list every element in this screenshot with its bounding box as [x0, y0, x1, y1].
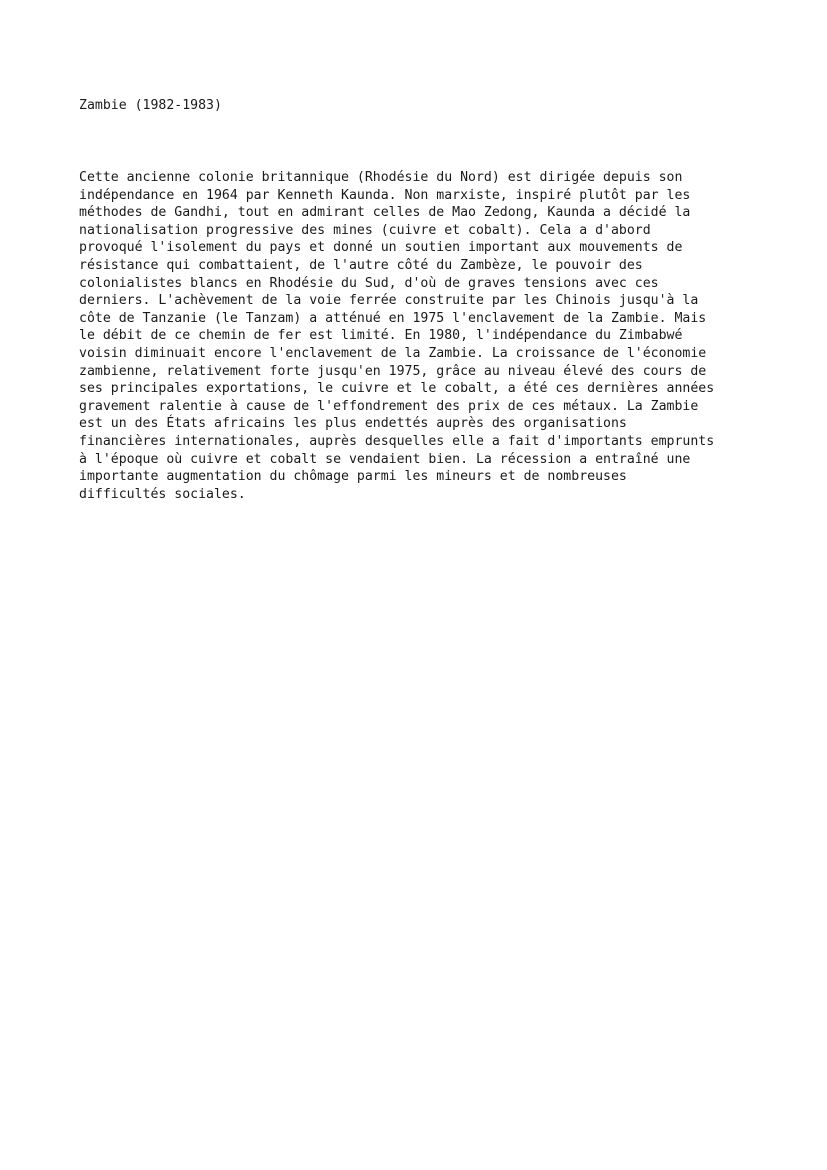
paragraph-line: financières internationales, auprès desquelles elle a fait d'importants emprunts — [79, 433, 715, 449]
paragraph-line: nationalisation progressive des mines (cuivre et cobalt). Cela a d'abord — [79, 222, 651, 238]
paragraph-line: provoqué l'isolement du pays et donné un soutien important aux mouvements de — [79, 240, 683, 256]
paragraph-line: à l'époque où cuivre et cobalt se vendaient bien. La récession a entraîné une — [79, 451, 691, 467]
paragraph-line: ses principales exportations, le cuivre et le cobalt, a été ces dernières années — [79, 381, 715, 397]
paragraph-line: voisin diminuait encore l'enclavement de la Zambie. La croissance de l'économie — [79, 345, 707, 361]
paragraph-line: indépendance en 1964 par Kenneth Kaunda. Non marxiste, inspiré plutôt par les — [79, 187, 691, 203]
paragraph-line: difficultés sociales. — [79, 486, 246, 502]
paragraph-line: gravement ralentie à cause de l'effondrement des prix de ces métaux. La Zambie — [79, 398, 699, 414]
paragraph-line: côte de Tanzanie (le Tanzam) a atténué en 1975 l'enclavement de la Zambie. Mais — [79, 310, 707, 326]
document-paragraph — [79, 169, 714, 503]
paragraph-line: Cette ancienne colonie britannique (Rhodésie du Nord) est dirigée depuis son — [79, 170, 683, 185]
paragraph-line: méthodes de Gandhi, tout en admirant celles de Mao Zedong, Kaunda a décidé la — [79, 205, 691, 221]
paragraph-line: résistance qui combattaient, de l'autre côté du Zambèze, le pouvoir des — [79, 257, 643, 273]
paragraph-line: zambienne, relativement forte jusqu'en 1975, grâce au niveau élevé des cours de — [79, 363, 707, 379]
paragraph-line: importante augmentation du chômage parmi les mineurs et de nombreuses — [79, 469, 627, 485]
paragraph-line: est un des États africains les plus endettés auprès des organisations — [79, 416, 627, 432]
paragraph-line: colonialistes blancs en Rhodésie du Sud, d'où de graves tensions avec ces — [79, 275, 659, 291]
document-title: Zambie (1982-1983) — [79, 98, 222, 113]
paragraph-line: le débit de ce chemin de fer est limité. En 1980, l'indépendance du Zimbabwé — [79, 328, 683, 344]
paragraph-line: derniers. L'achèvement de la voie ferrée construite par les Chinois jusqu'à la — [79, 293, 699, 309]
